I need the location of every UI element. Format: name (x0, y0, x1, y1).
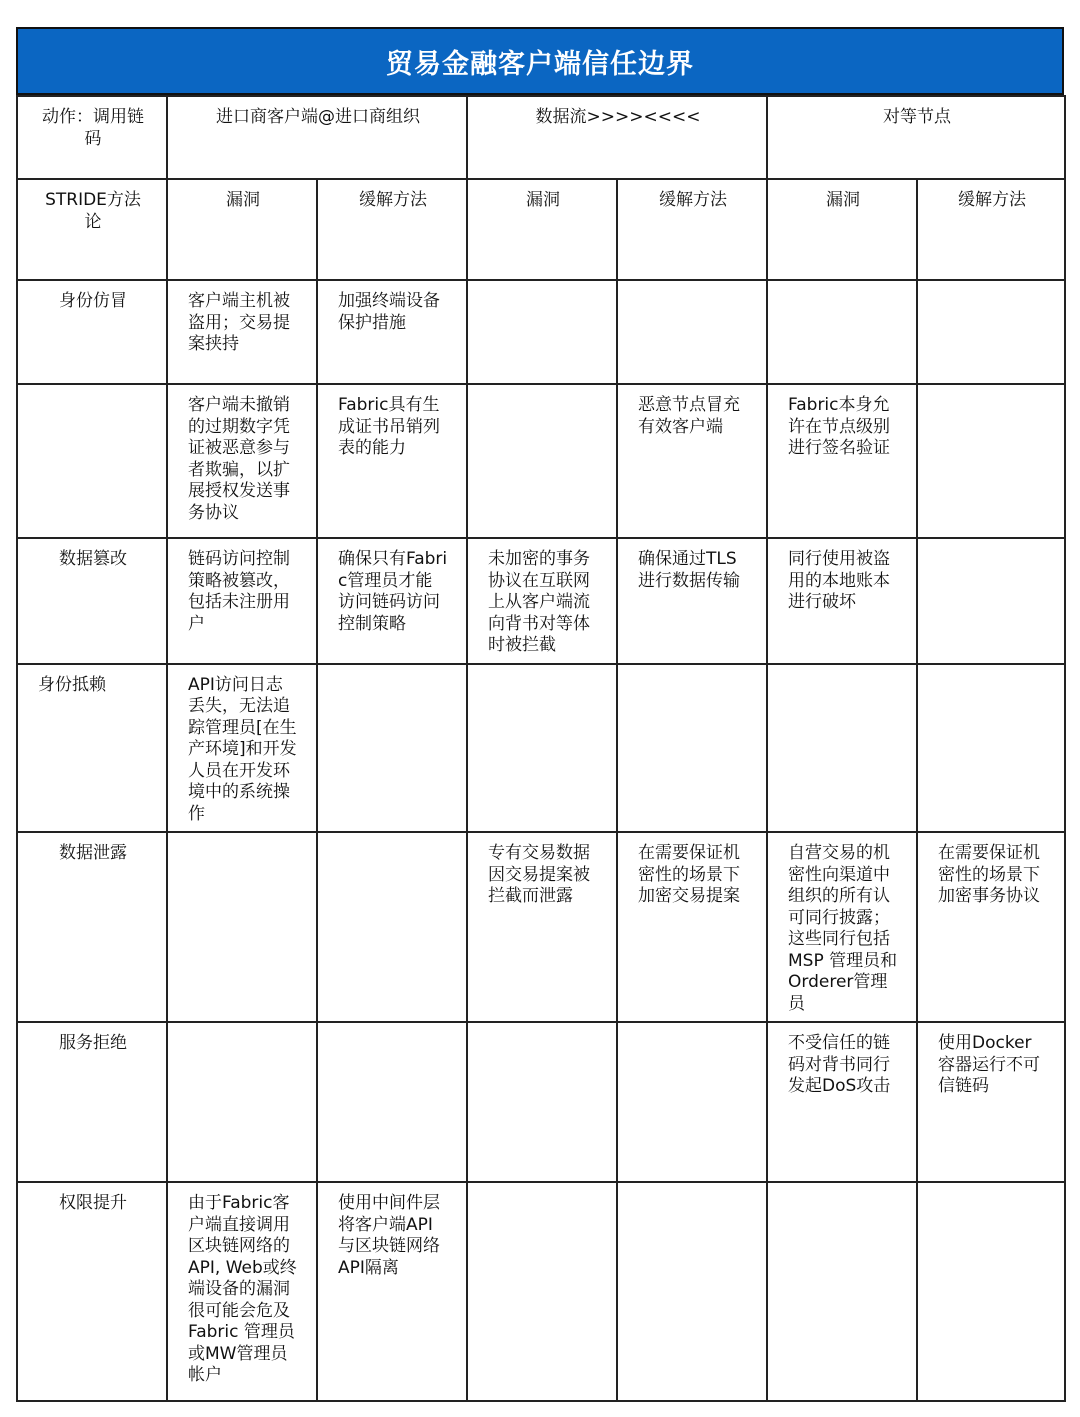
table-cell: Fabric本身允许在节点级别进行签名验证 (767, 384, 917, 538)
table-cell: 在需要保证机密性的场景下加密交易提案 (617, 832, 767, 1022)
table-cell (467, 384, 617, 538)
table-cell (467, 1182, 617, 1401)
sub-header-mitigation: 缓解方法 (917, 179, 1065, 280)
table-row (17, 832, 1065, 1022)
row-label: 身份仿冒 (17, 280, 167, 384)
table-cell: 专有交易数据因交易提案被拦截而泄露 (467, 832, 617, 1022)
table-cell: 链码访问控制策略被篡改，包括未注册用户 (167, 538, 317, 664)
table-cell (617, 1022, 767, 1182)
table-cell (917, 664, 1065, 833)
table-cell (767, 280, 917, 384)
title-bar (16, 27, 1064, 95)
table-row (17, 1022, 1065, 1182)
sub-header-vuln: 漏洞 (467, 179, 617, 280)
table-cell (167, 1022, 317, 1182)
table-cell (467, 280, 617, 384)
table-cell (917, 1182, 1065, 1401)
group-header-dataflow: 数据流>>>><<<< (467, 96, 767, 179)
table-cell: 在需要保证机密性的场景下加密事务协议 (917, 832, 1065, 1022)
table-cell: 客户端未撤销的过期数字凭证被恶意参与者欺骗，以扩展授权发送事务协议 (167, 384, 317, 538)
table-row (17, 384, 1065, 538)
table-row (17, 280, 1065, 384)
table-cell (917, 280, 1065, 384)
table-cell: 加强终端设备保护措施 (317, 280, 467, 384)
table-cell (617, 1182, 767, 1401)
table-cell: 使用中间件层将客户端API与区块链网络API隔离 (317, 1182, 467, 1401)
sub-header-vuln: 漏洞 (167, 179, 317, 280)
table-cell (917, 538, 1065, 664)
table-cell: 自营交易的机密性向渠道中组织的所有认可同行披露；这些同行包括MSP 管理员和Orderer管理员 (767, 832, 917, 1022)
table-cell (317, 1022, 467, 1182)
header-row-sub (17, 179, 1065, 280)
row-label: 数据泄露 (17, 832, 167, 1022)
group-header-client: 进口商客户端@进口商组织 (167, 96, 467, 179)
table-cell (317, 832, 467, 1022)
page-title: 贸易金融客户端信任边界 (386, 48, 694, 80)
action-header: 动作：调用链码 (17, 96, 167, 179)
table-cell (317, 664, 467, 833)
table-cell: 确保只有Fabric管理员才能访问链码访问控制策略 (317, 538, 467, 664)
table-cell (617, 664, 767, 833)
group-header-peer: 对等节点 (767, 96, 1065, 179)
row-label (17, 384, 167, 538)
table-row (17, 664, 1065, 833)
row-label: 数据篡改 (17, 538, 167, 664)
sub-header-vuln: 漏洞 (767, 179, 917, 280)
table-cell (617, 280, 767, 384)
threat-table (16, 95, 1066, 1402)
row-label: 权限提升 (17, 1182, 167, 1401)
table-cell: 使用Docker容器运行不可信链码 (917, 1022, 1065, 1182)
table-row (17, 538, 1065, 664)
table-cell: 同行使用被盗用的本地账本进行破坏 (767, 538, 917, 664)
table-cell (467, 664, 617, 833)
table-cell (767, 664, 917, 833)
table-cell: 确保通过TLS进行数据传输 (617, 538, 767, 664)
sub-header-mitigation: 缓解方法 (617, 179, 767, 280)
header-row-groups (17, 96, 1065, 179)
table-cell: 由于Fabric客户端直接调用区块链网络的API, Web或终端设备的漏洞很可能会危及Fabric 管理员或MW管理员帐户 (167, 1182, 317, 1401)
row-label: 服务拒绝 (17, 1022, 167, 1182)
row-label: 身份抵赖 (17, 664, 167, 833)
table-cell (467, 1022, 617, 1182)
table-row (17, 1182, 1065, 1401)
table-cell: 恶意节点冒充有效客户端 (617, 384, 767, 538)
table-cell (917, 384, 1065, 538)
table-cell: 客户端主机被盗用；交易提案挟持 (167, 280, 317, 384)
table-cell: 不受信任的链码对背书同行发起DoS攻击 (767, 1022, 917, 1182)
table-cell: 未加密的事务协议在互联网上从客户端流向背书对等体时被拦截 (467, 538, 617, 664)
sub-header-mitigation: 缓解方法 (317, 179, 467, 280)
method-header: STRIDE方法论 (17, 179, 167, 280)
table-cell (767, 1182, 917, 1401)
table-cell: API访问日志丢失，无法追踪管理员[在生产环境]和开发人员在开发环境中的系统操作 (167, 664, 317, 833)
table-cell (167, 832, 317, 1022)
table-cell: Fabric具有生成证书吊销列表的能力 (317, 384, 467, 538)
